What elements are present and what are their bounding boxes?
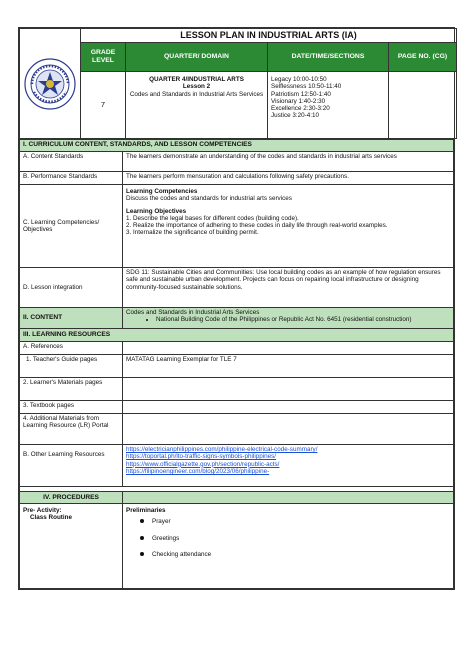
- section-4-heading: IV. PROCEDURES: [20, 492, 123, 504]
- preliminary-item: Checking attendance: [152, 551, 450, 558]
- lc-heading: Learning Competencies: [126, 188, 198, 195]
- performance-standards-text: The learners perform mensuration and calculations following safety precautions.: [123, 172, 454, 185]
- date-time-header: DATE/TIME/SECTIONS: [268, 43, 389, 72]
- resource-link[interactable]: https://filipinoengineer.com/blog/2023/06/philippine-: [126, 467, 270, 475]
- content-text: Codes and Standards in Industrial Arts Services: [126, 309, 260, 316]
- section-schedule: Visionary 1:40-2:30: [271, 97, 326, 105]
- quarter-line-1: QUARTER 4/INDUSTRIAL ARTS: [149, 76, 244, 83]
- preliminaries-list: [126, 518, 450, 558]
- lesson-plan-document: [18, 27, 455, 590]
- document-title: LESSON PLAN IN INDUSTRIAL ARTS (IA): [81, 29, 457, 43]
- section-schedule: Justice 3:20-4:10: [271, 112, 319, 120]
- grade-level-header: GRADE LEVEL: [81, 43, 126, 72]
- grade-value: 7: [81, 72, 126, 139]
- textbook-label: 3. Textbook pages: [20, 401, 123, 414]
- section-schedule: Patriotism 12:50-1:40: [271, 90, 331, 98]
- lo-item: 2. Realize the importance of adhering to these codes in daily life through real-world examples.: [126, 222, 388, 230]
- section-schedule: Legacy 10:00-10:50: [271, 76, 327, 83]
- competencies-cell: [123, 185, 454, 268]
- section-2-heading: II. CONTENT: [20, 308, 123, 329]
- quarter-domain-header: QUARTER/ DOMAIN: [126, 43, 268, 72]
- section-3-heading: III. LEARNING RESOURCES: [20, 329, 454, 342]
- quarter-cell: [126, 72, 268, 139]
- header-table: [19, 28, 457, 139]
- resource-link[interactable]: https://electricianphilippines.com/philippine-electrical-code-summary/: [126, 446, 318, 453]
- additional-materials-label: 4. Additional Materials from Learning Resource (LR) Portal: [20, 414, 123, 445]
- page-no-header: PAGE NO. (CG): [389, 43, 457, 72]
- preliminary-item: Prayer: [152, 518, 450, 525]
- lo-item: 1. Describe the legal bases for different codes (building code).: [126, 214, 299, 222]
- references-label: A. References: [20, 342, 123, 355]
- teachers-guide-label: 1. Teacher's Guide pages: [20, 355, 123, 378]
- performance-standards-label: B. Performance Standards: [20, 172, 123, 185]
- page-no-value: [389, 72, 457, 139]
- content-standards-label: A. Content Standards: [20, 152, 123, 172]
- competencies-label: C. Learning Competencies/ Objectives: [20, 185, 123, 268]
- class-routine-label: Class Routine: [30, 514, 72, 522]
- resource-link[interactable]: https://www.officialgazette.gov.ph/section/republic-acts/: [126, 460, 280, 468]
- section-1-heading: I. CURRICULUM CONTENT, STANDARDS, AND LESSON COMPETENCIES: [20, 140, 454, 152]
- preliminary-item: Greetings: [152, 535, 450, 542]
- pre-activity-label: Pre- Activity:: [23, 507, 62, 514]
- section-schedule: Selflessness 10:50-11:40: [271, 83, 342, 91]
- teachers-guide-text: MATATAG Learning Exemplar for TLE 7: [123, 355, 454, 378]
- preliminaries-heading: Preliminaries: [126, 507, 166, 514]
- learners-materials-label: 2. Learner's Materials pages: [20, 378, 123, 401]
- quarter-line-2: Lesson 2: [182, 83, 211, 91]
- deped-seal-cell: [20, 29, 81, 139]
- lesson-integration-text: SDG 11: Sustainable Cities and Communities: Use local building codes as an example of how regulation ensures safe and sustainable urban development. Projects can focus on repairing local infrastructure or designing community-focused sustainable solutions.: [123, 268, 454, 308]
- section-schedule: Excellence 2:30-3:20: [271, 105, 330, 113]
- deped-seal-icon: [24, 58, 76, 110]
- preliminaries-cell: [123, 504, 454, 589]
- lo-heading: Learning Objectives: [126, 207, 187, 215]
- pre-activity-cell: [20, 504, 123, 589]
- other-resources-links: [123, 445, 454, 487]
- content-cell: [123, 308, 454, 329]
- lo-item: 3. Internalize the significance of building permit.: [126, 229, 259, 237]
- content-bullet-item: • National Building Code of the Philippines or Republic Act No. 6451 (residential construction): [156, 316, 450, 323]
- lesson-integration-label: D. Lesson integration: [20, 268, 123, 308]
- lc-text: Discuss the codes and standards for industrial arts services: [126, 195, 292, 203]
- resource-link[interactable]: https://toportal.ph/lto-traffic-signs-symbols-philippines/: [126, 453, 277, 461]
- content-bullets: [126, 316, 450, 323]
- quarter-line-3: Codes and Standards in Industrial Arts Services: [129, 90, 264, 98]
- sections-cell: [268, 72, 389, 139]
- other-resources-label: B. Other Learning Resources: [20, 445, 123, 487]
- content-standards-text: The learners demonstrate an understanding of the codes and standards in industrial arts services: [123, 152, 454, 172]
- body-table: [19, 139, 454, 589]
